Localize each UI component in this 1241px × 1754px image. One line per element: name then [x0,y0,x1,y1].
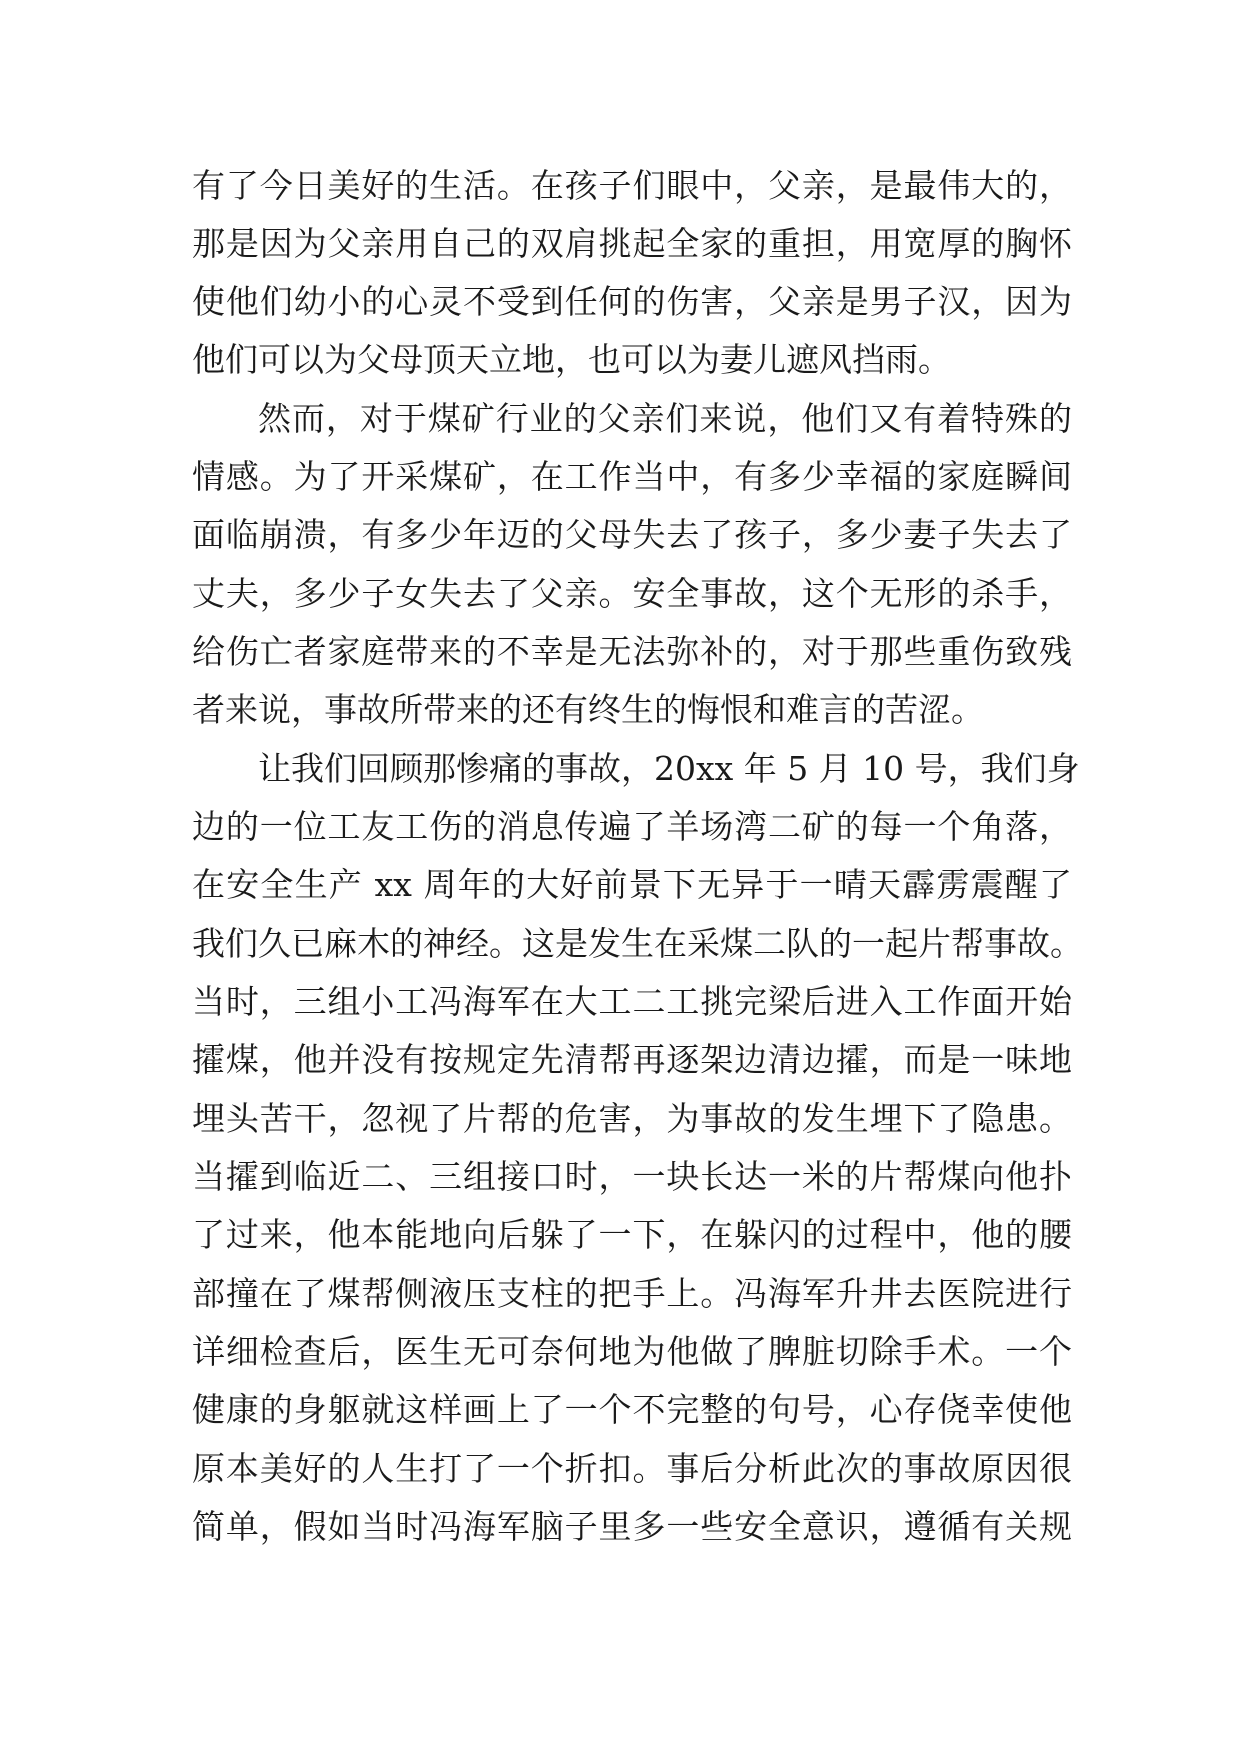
text-line-9: 给伤亡者家庭带来的不幸是无法弥补的，对于那些重伤致残 [192,632,1072,671]
text-line-12: 边的一位工友工伤的消息传遍了羊场湾二矿的每一个角落， [192,807,1072,846]
text-line-21: 详细检查后，医生无可奈何地为他做了脾脏切除手术。一个 [192,1332,1072,1371]
text-line-6: 情感。为了开采煤矿，在工作当中，有多少幸福的家庭瞬间 [192,457,1072,496]
text-line-17: 埋头苦干，忽视了片帮的危害，为事故的发生埋下了隐患。 [192,1099,1072,1138]
text-line-13: 在安全生产 xx 周年的大好前景下无异于一晴天霹雳震醒了 [192,865,1072,904]
paragraph-2-line-1: 然而，对于煤矿行业的父亲们来说，他们又有着特殊的 [258,399,1072,438]
text-line-2: 那是因为父亲用自己的双肩挑起全家的重担，用宽厚的胸怀 [192,224,1072,263]
text-line-19: 了过来，他本能地向后躲了一下，在躲闪的过程中，他的腰 [192,1215,1072,1254]
text-line-10: 者来说，事故所带来的还有终生的悔恨和难言的苦涩。 [192,690,984,729]
text-line-4: 他们可以为父母顶天立地，也可以为妻儿遮风挡雨。 [192,340,951,379]
text-line-22: 健康的身躯就这样画上了一个不完整的句号，心存侥幸使他 [192,1390,1072,1429]
text-line-7: 面临崩溃，有多少年迈的父母失去了孩子，多少妻子失去了 [192,515,1072,554]
text-line-3: 使他们幼小的心灵不受到任何的伤害，父亲是男子汉，因为 [192,282,1072,321]
text-line-20: 部撞在了煤帮侧液压支柱的把手上。冯海军升井去医院进行 [192,1274,1072,1313]
text-line-8: 丈夫，多少子女失去了父亲。安全事故，这个无形的杀手， [192,574,1072,613]
text-line-23: 原本美好的人生打了一个折扣。事后分析此次的事故原因很 [192,1449,1072,1488]
paragraph-3-line-1: 让我们回顾那惨痛的事故，20xx 年 5 月 10 号，我们身 [258,749,1080,788]
text-line-14: 我们久已麻木的神经。这是发生在采煤二队的一起片帮事故。 [192,924,1083,963]
text-line-1: 有了今日美好的生活。在孩子们眼中，父亲，是最伟大的， [192,166,1072,205]
text-line-24: 简单，假如当时冯海军脑子里多一些安全意识，遵循有关规 [192,1507,1072,1546]
text-line-16: 攉煤，他并没有按规定先清帮再逐架边清边攉，而是一味地 [192,1040,1072,1079]
text-line-18: 当攉到临近二、三组接口时，一块长达一米的片帮煤向他扑 [192,1157,1072,1196]
text-line-15: 当时，三组小工冯海军在大工二工挑完梁后进入工作面开始 [192,982,1072,1021]
